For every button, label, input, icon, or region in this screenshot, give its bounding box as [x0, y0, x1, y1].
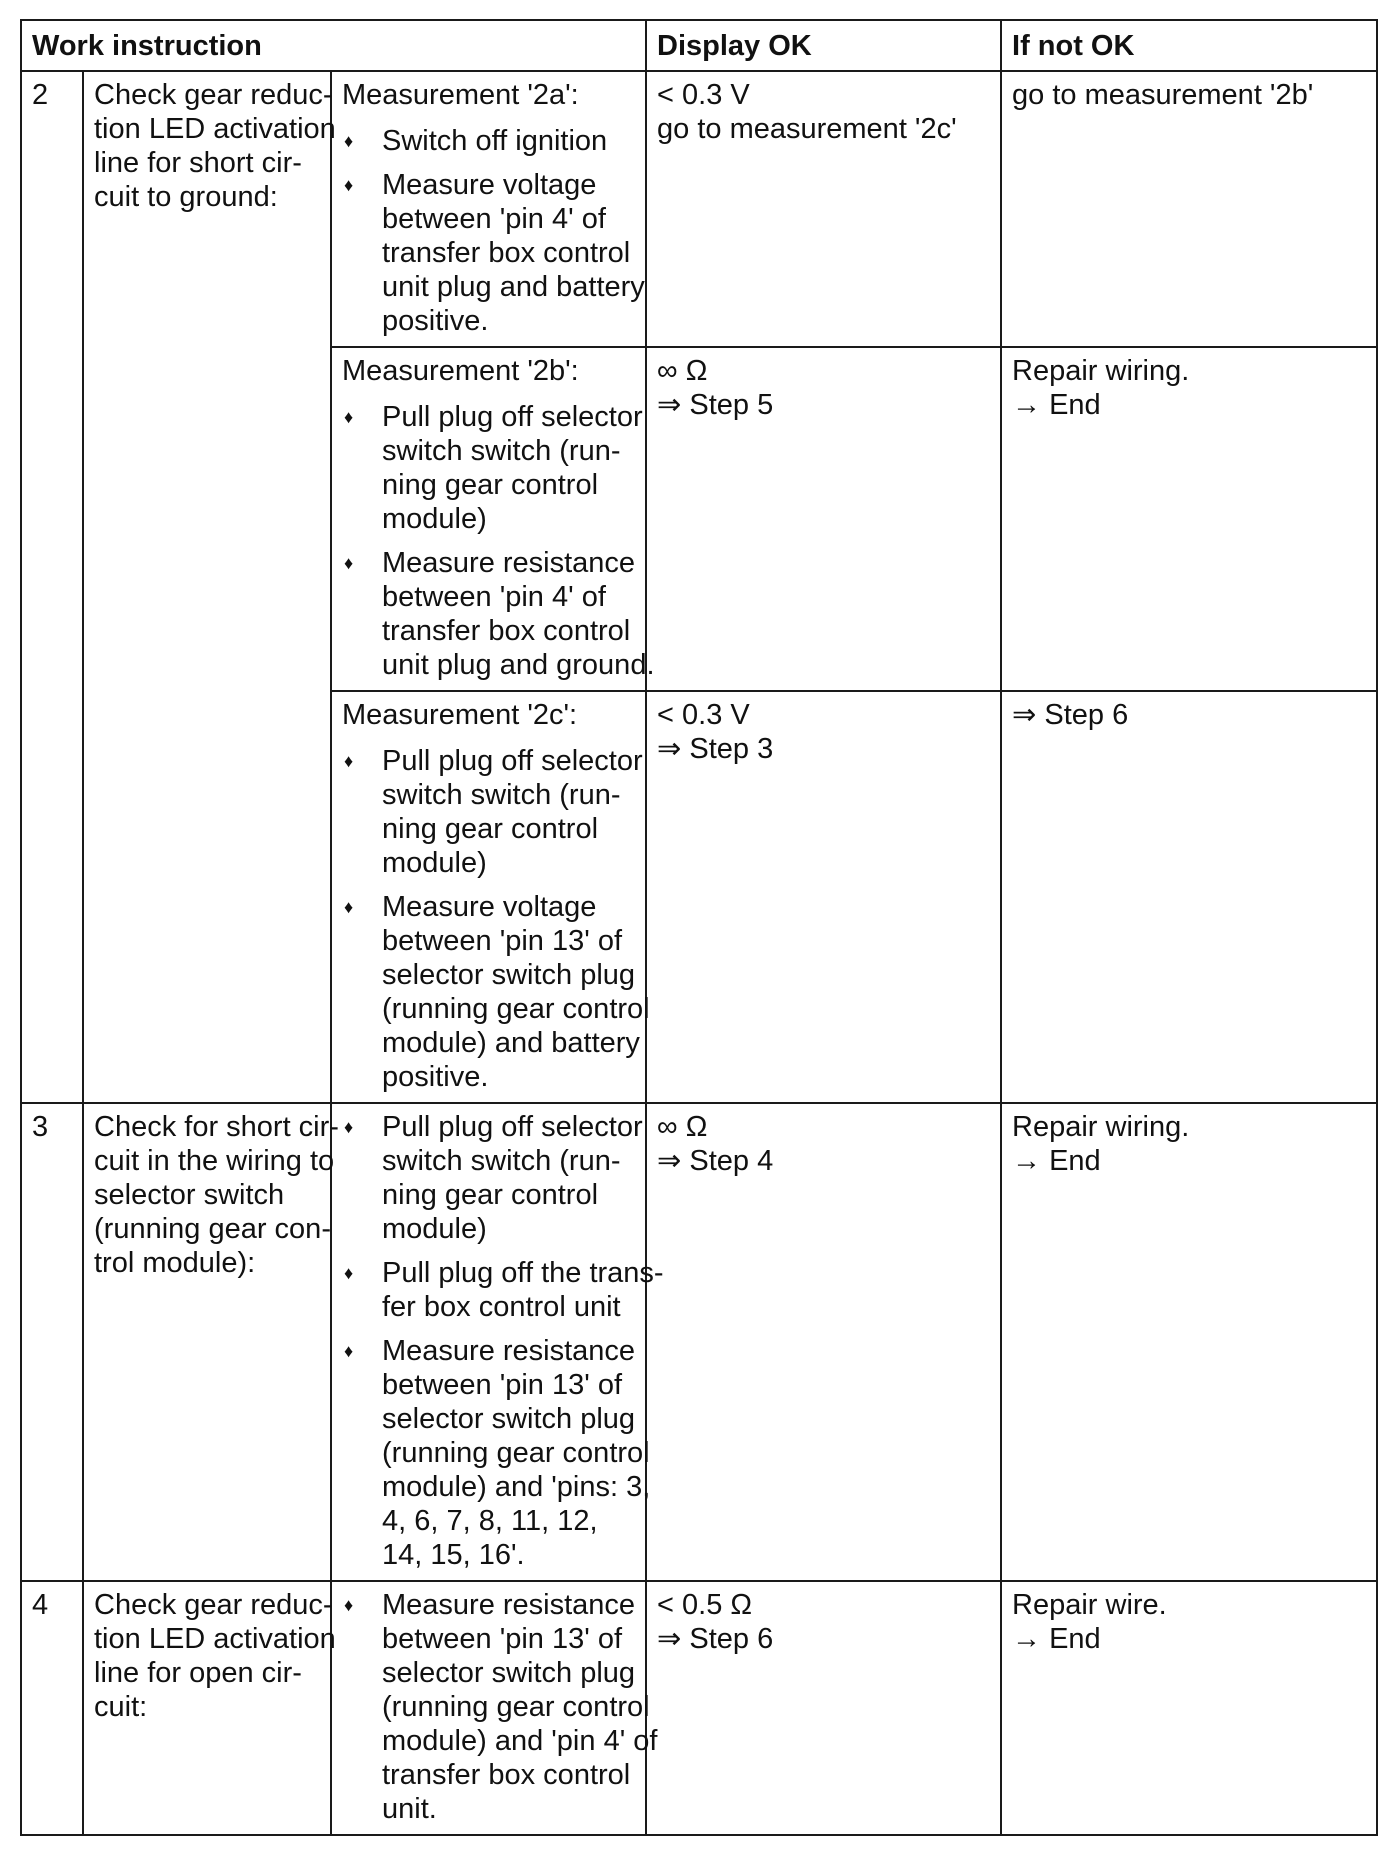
if-not-ok-cell: Repair wiring. → End: [1001, 1103, 1377, 1581]
header-work-instruction: Work instruction: [21, 20, 646, 71]
diamond-bullet-icon: ♦: [344, 553, 354, 573]
diamond-bullet-icon: ♦: [344, 1341, 354, 1361]
measurement-label: Measurement '2c':: [342, 699, 578, 731]
diamond-bullet-icon: ♦: [344, 175, 354, 195]
display-ok-cell: < 0.3 V go to measurement '2c': [646, 71, 1001, 347]
display-ok-cell: ∞ Ω ⇒ Step 5: [646, 347, 1001, 691]
display-ok-cell: ∞ Ω ⇒ Step 4: [646, 1103, 1001, 1581]
measurement-cell: [331, 1581, 658, 1835]
list-item: ♦ Pull plug off selector switch switch (run- ning gear control module): [344, 401, 643, 535]
list-item: ♦ Switch off ignition: [344, 125, 608, 157]
step-number: 4: [21, 1581, 83, 1835]
if-not-ok-cell: Repair wire. → End: [1001, 1581, 1377, 1835]
diamond-bullet-icon: ♦: [344, 131, 354, 151]
list-item: ♦ Measure voltage between 'pin 13' of selector switch plug (running gear control module) and battery positive.: [344, 891, 650, 1093]
list-item: ♦ Pull plug off selector switch switch (run- ning gear control module): [344, 1111, 643, 1245]
list-item: ♦ Measure voltage between 'pin 4' of transfer box control unit plug and battery positive.: [344, 169, 645, 337]
display-ok-cell: < 0.3 V ⇒ Step 3: [646, 691, 1001, 1103]
diamond-bullet-icon: ♦: [344, 1117, 354, 1137]
measurement-cell: [331, 71, 646, 347]
display-ok-cell: < 0.5 Ω ⇒ Step 6: [646, 1581, 1001, 1835]
step-description: Check gear reduc- tion LED activation line for open cir- cuit:: [83, 1581, 331, 1835]
table-row: [21, 1581, 1377, 1835]
work-instruction-table: [20, 19, 1378, 1836]
diamond-bullet-icon: ♦: [344, 1595, 354, 1615]
list-item: ♦ Measure resistance between 'pin 13' of selector switch plug (running gear control module) and 'pin 4' of transfer box control unit.: [344, 1589, 658, 1825]
list-item: ♦ Pull plug off selector switch switch (run- ning gear control module): [344, 745, 643, 879]
list-item: ♦ Measure resistance between 'pin 4' of transfer box control unit plug and ground.: [344, 547, 655, 681]
step-number: 2: [21, 71, 83, 1103]
table-row: [21, 1103, 1377, 1581]
bullet-list: [342, 744, 650, 1094]
header-display-ok: Display OK: [646, 20, 1001, 71]
list-item: ♦ Pull plug off the trans- fer box control unit: [344, 1257, 664, 1323]
bullet-list: [342, 1588, 658, 1826]
table-row: [21, 71, 1377, 347]
if-not-ok-cell: Repair wiring. → End: [1001, 347, 1377, 691]
list-item: ♦ Measure resistance between 'pin 13' of selector switch plug (running gear control module) and 'pins: 3, 4, 6, 7, 8, 11, 12, 14, 15, 16'.: [344, 1335, 651, 1571]
diamond-bullet-icon: ♦: [344, 1263, 354, 1283]
table-header-row: [21, 20, 1377, 71]
diamond-bullet-icon: ♦: [344, 407, 354, 427]
measurement-cell: [331, 347, 655, 691]
measurement-cell: [331, 691, 650, 1103]
if-not-ok-cell: go to measurement '2b': [1001, 71, 1377, 347]
header-if-not-ok: If not OK: [1001, 20, 1377, 71]
bullet-list: [342, 1110, 664, 1572]
step-description: Check gear reduc- tion LED activation line for short cir- cuit to ground:: [83, 71, 331, 1103]
full-text-mirror: [0, 0, 1, 1]
bullet-list: [342, 124, 645, 338]
if-not-ok-cell: ⇒ Step 6: [1001, 691, 1377, 1103]
step-description: Check for short cir- cuit in the wiring to selector switch (running gear con- trol module):: [83, 1103, 331, 1581]
step-number: 3: [21, 1103, 83, 1581]
bullet-list: [342, 400, 655, 682]
measurement-cell: [331, 1103, 664, 1581]
diamond-bullet-icon: ♦: [344, 751, 354, 771]
measurement-label: Measurement '2a':: [342, 79, 579, 111]
measurement-label: Measurement '2b':: [342, 355, 579, 387]
diamond-bullet-icon: ♦: [344, 897, 354, 917]
